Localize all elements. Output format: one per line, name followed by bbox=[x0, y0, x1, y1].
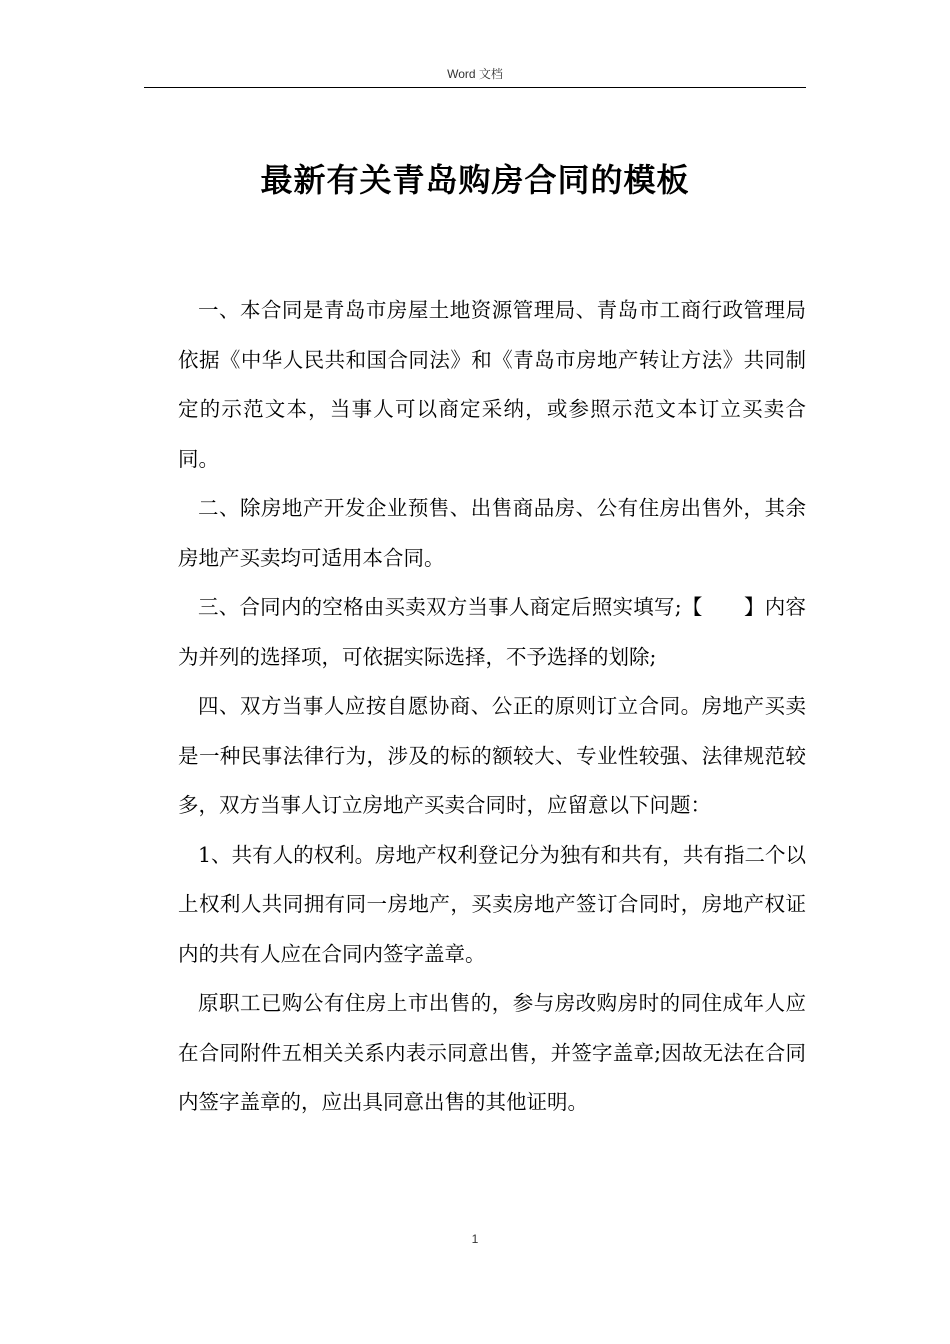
page-number: 1 bbox=[471, 1232, 479, 1246]
document-body bbox=[178, 286, 806, 1128]
paragraph-6: 原职工已购公有住房上市出售的，参与房改购房时的同住成年人应在合同附件五相关关系内表示同意出售，并签字盖章;因故无法在合同内签字盖章的，应出具同意出售的其他证明。 bbox=[178, 991, 806, 1114]
paragraph-3: 三、合同内的空格由买卖双方当事人商定后照实填写;【 】内容为并列的选择项，可依据实际选择，不予选择的划除; bbox=[178, 595, 806, 669]
header-divider bbox=[144, 87, 806, 88]
paragraph-4: 四、双方当事人应按自愿协商、公正的原则订立合同。房地产买卖是一种民事法律行为，涉及的标的额较大、专业性较强、法律规范较多，双方当事人订立房地产买卖合同时，应留意以下问题： bbox=[178, 694, 806, 817]
paragraph-1: 一、本合同是青岛市房屋土地资源管理局、青岛市工商行政管理局依据《中华人民共和国合同法》和《青岛市房地产转让方法》共同制定的示范文本，当事人可以商定采纳，或参照示范文本订立买卖合同。 bbox=[178, 298, 806, 471]
document-title: 最新有关青岛购房合同的模板 bbox=[260, 161, 690, 199]
paragraph-2: 二、除房地产开发企业预售、出售商品房、公有住房出售外，其余房地产买卖均可适用本合同。 bbox=[178, 496, 806, 570]
page-header: Word 文档 bbox=[447, 67, 503, 81]
paragraph-5: 1、共有人的权利。房地产权利登记分为独有和共有，共有指二个以上权利人共同拥有同一房地产，买卖房地产签订合同时，房地产权证内的共有人应在合同内签字盖章。 bbox=[178, 842, 806, 966]
